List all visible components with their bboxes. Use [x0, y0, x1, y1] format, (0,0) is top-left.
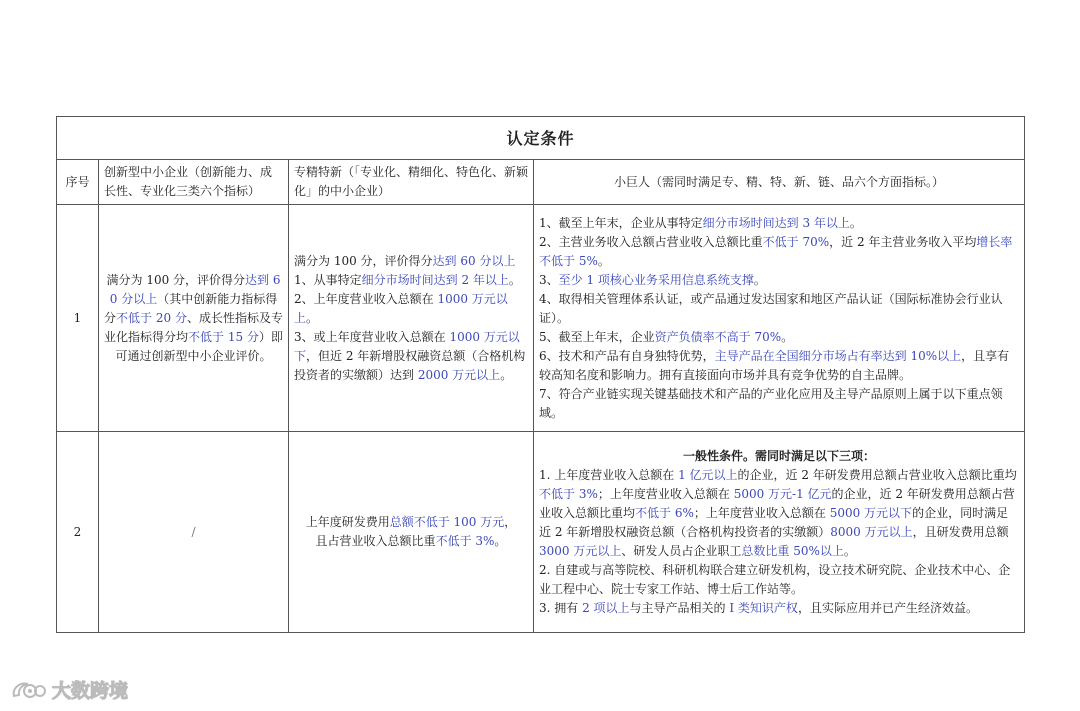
highlight-text: 3000 万元以上 — [539, 543, 622, 558]
body-text: 的企业，同时满足近 2 年新增股权融资总额（合格机构投资者的实缴额） — [539, 505, 1009, 539]
highlight-text: 至少 1 项核心业务采用信息系统支撑 — [558, 272, 754, 287]
body-text: ，且享有较高知名度和影响力。拥有直接面向市场并具有竞争优势的自主品牌。 — [539, 348, 1010, 382]
body-text: ，近 2 年主营业务收入平均 — [829, 234, 977, 249]
highlight-text: 8000 万元以上 — [830, 524, 913, 539]
general-conditions-list — [539, 466, 1019, 618]
weibo-eye-logo-icon — [10, 678, 46, 702]
list-item — [294, 328, 528, 385]
body-text: 上年度研发费用 — [305, 515, 390, 529]
body-text: 。 — [500, 367, 513, 382]
body-text: 、研发人员占企业职工 — [621, 543, 742, 558]
list-item — [294, 290, 528, 328]
highlight-text: 1 亿元以上 — [678, 467, 738, 482]
highlight-text: 不低于 15 分 — [188, 329, 259, 344]
body-text: 2. 自建或与高等院校、科研机构联合建立研发机构，设立技术研究院、企业技术中心、企业工程中心、院士专家工作站、博士后工作站等。 — [539, 562, 1011, 596]
header-specialized: 专精特新（「专业化、精细化、特色化、新颖化」的中小企业） — [289, 160, 534, 205]
highlight-text: 5000 万元-1 亿元 — [733, 486, 832, 501]
row2-no: 2 — [57, 432, 99, 633]
row1-little-giant — [534, 205, 1025, 432]
header-row — [57, 160, 1025, 205]
general-conditions-title: 一般性条件。需同时满足以下三项： — [683, 448, 876, 463]
row1-specialized — [289, 205, 534, 432]
body-text: 1、从事特定 — [294, 272, 362, 287]
list-item — [539, 466, 1019, 561]
body-text: 1. 上年度营业收入总额在 — [539, 467, 679, 482]
criteria-table — [56, 116, 1025, 633]
header-innovative-sme: 创新型中小企业（创新能力、成长性、专业化三类六个指标） — [99, 160, 289, 205]
body-text: 3. 拥有 — [539, 600, 583, 615]
watermark-text: 大数跨境 — [52, 680, 129, 702]
list-item — [294, 513, 528, 532]
body-text: 3、或上年度营业收入总额在 — [294, 329, 450, 344]
highlight-text: 不低于 3% — [435, 534, 495, 548]
row1-innovative-sme — [99, 205, 289, 432]
highlight-text: 不低于 6% — [635, 505, 694, 520]
body-text: 满分为 100 分，评价得分 — [294, 253, 433, 268]
body-text: 2、上年度营业收入总额在 — [294, 291, 438, 306]
body-text: 的企业，近 2 年研发费用总额占营业收入总额比重均 — [539, 486, 1015, 520]
highlight-text: 达到 60 分以上 — [432, 253, 516, 268]
body-text: 。 — [753, 272, 766, 287]
body-text: ；上年度营业收入总额在 — [693, 505, 830, 520]
highlight-text: 细分市场时间达到 2 年以上 — [361, 272, 509, 287]
body-text: ，且研发费用总额 — [912, 524, 1009, 539]
list-item — [539, 271, 1019, 290]
list-item — [539, 233, 1019, 271]
list-item — [294, 252, 528, 271]
body-text: （其中创新能力指标得分 — [104, 291, 278, 325]
highlight-text: 5000 万元以下 — [829, 505, 913, 520]
table-row — [57, 432, 1025, 633]
list-item — [539, 347, 1019, 385]
highlight-text: 2 项以上 — [582, 600, 630, 615]
highlight-text: 达到 60 分以上 — [109, 272, 281, 306]
body-text: ，且实际应用并已产生经济效益。 — [797, 600, 978, 615]
highlight-text: 主导产品在全国细分市场占有率达到 10%以上 — [714, 348, 962, 363]
body-text: 。 — [306, 310, 319, 325]
body-text: 3、 — [539, 272, 559, 287]
highlight-text: 总额不低于 100 万元 — [389, 515, 505, 529]
table-title: 认定条件 — [57, 117, 1025, 160]
highlight-text: 细分市场时间达到 3 年以上 — [702, 215, 850, 230]
body-text: 1、截至上年末，企业从事特定 — [539, 215, 703, 230]
body-text: 满分为 100 分，评价得分 — [106, 272, 246, 287]
body-text: 。 — [849, 215, 862, 230]
highlight-text: 2000 万元以上 — [417, 367, 501, 382]
header-no: 序号 — [57, 160, 99, 205]
body-text: 、成长性指标及专业化指标得分均 — [104, 310, 283, 344]
body-text: 7、符合产业链实现关键基础技术和产品的产业化应用及主导产品原则上属于以下重点领域。 — [539, 386, 1003, 420]
highlight-text: 总数比重 50%以上 — [741, 543, 844, 558]
list-item — [539, 328, 1019, 347]
highlight-text: 资产负债率不高于 70% — [654, 329, 782, 344]
table-row — [57, 205, 1025, 432]
body-text: 5、截至上年末，企业 — [539, 329, 655, 344]
list-item — [539, 290, 1019, 328]
row2-innovative-sme: / — [99, 432, 289, 633]
body-text: 与主导产品相关的 — [629, 600, 730, 615]
highlight-text: 1000 万元以上 — [294, 291, 508, 325]
body-text: ，但近 2 年新增股权融资总额（合格机构投资者的实缴额）达到 — [294, 348, 526, 382]
row1-no: 1 — [57, 205, 99, 432]
highlight-text: 1000 万元以下 — [294, 329, 520, 363]
body-text: 6、技术和产品有自身独特优势， — [539, 348, 715, 363]
highlight-text: 不低于 20 分 — [116, 310, 187, 325]
row2-specialized — [289, 432, 534, 633]
highlight-text: 不低于 3% — [539, 486, 598, 501]
body-text: ；上年度营业收入总额在 — [597, 486, 734, 501]
highlight-text: 增长率不低于 5% — [539, 234, 1013, 268]
list-item — [294, 532, 528, 551]
highlight-text: I 类知识产权 — [729, 600, 798, 615]
list-item — [294, 271, 528, 290]
list-item — [539, 214, 1019, 233]
title-row — [57, 117, 1025, 160]
list-item — [539, 385, 1019, 423]
body-text: 2、主营业务收入总额占营业收入总额比重 — [539, 234, 763, 249]
body-text: 。 — [494, 534, 507, 548]
body-text: 。 — [597, 253, 610, 268]
body-text: 。 — [843, 543, 856, 558]
row2-little-giant — [534, 432, 1025, 633]
header-little-giant: 小巨人（需同时满足专、精、特、新、链、品六个方面指标。） — [534, 160, 1025, 205]
highlight-text: 不低于 70% — [762, 234, 830, 249]
body-text: 的企业，近 2 年研发费用总额占营业收入总额比重均 — [737, 467, 1017, 482]
body-text: 4、取得相关管理体系认证，或产品通过发达国家和地区产品认证（国际标准协会行业认证）。 — [539, 291, 1003, 325]
body-text: ， — [504, 515, 517, 529]
list-item — [539, 599, 1019, 618]
watermark — [10, 676, 128, 703]
body-text: 。 — [781, 329, 794, 344]
body-text: 且占营业收入总额比重 — [315, 534, 436, 548]
body-text: ）即可通过创新型中小企业评价。 — [115, 329, 283, 363]
list-item — [539, 561, 1019, 599]
body-text: 。 — [508, 272, 521, 287]
